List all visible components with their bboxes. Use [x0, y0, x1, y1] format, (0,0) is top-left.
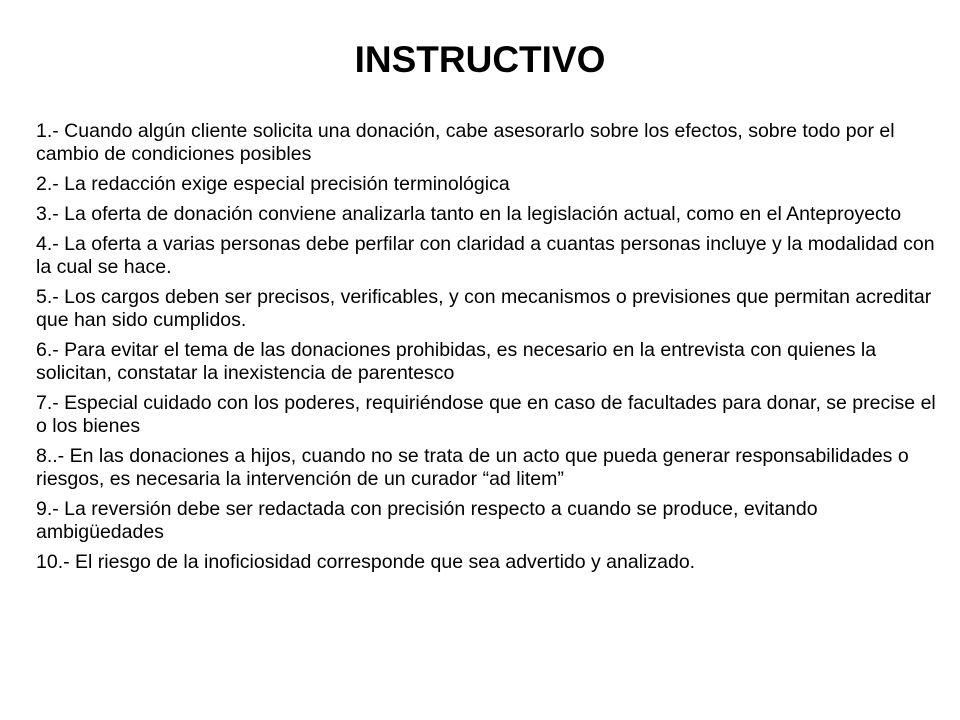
instruction-item-5: 5.- Los cargos deben ser precisos, verificables, y con mecanismos o previsiones que permitan acreditar que han sido cumplidos.: [36, 286, 932, 331]
slide-title: INSTRUCTIVO: [354, 39, 606, 80]
instruction-item-2: 2.- La redacción exige especial precisión terminológica: [36, 173, 510, 195]
instruction-item-9: 9.- La reversión debe ser redactada con precisión respecto a cuando se produce, evitando ambigüedades: [36, 498, 818, 543]
instruction-item-8: 8..- En las donaciones a hijos, cuando no se trata de un acto que pueda generar responsabilidades o riesgos, es necesaria la intervención de un curador “ad litem”: [36, 445, 909, 490]
instruction-item-3: 3.- La oferta de donación conviene analizarla tanto en la legislación actual, como en el Anteproyecto: [36, 203, 902, 225]
instruction-item-6: 6.- Para evitar el tema de las donaciones prohibidas, es necesario en la entrevista con quienes la solicitan, constatar la inexistencia de parentesco: [36, 339, 877, 384]
instruction-list: [36, 120, 936, 581]
instruction-item-4: 4.- La oferta a varias personas debe perfilar con claridad a cuantas personas incluye y la modalidad con la cual se hace.: [36, 233, 935, 278]
instruction-item-10: 10.- El riesgo de la inoficiosidad corresponde que sea advertido y analizado.: [36, 551, 696, 573]
instruction-item-1: 1.- Cuando algún cliente solicita una donación, cabe asesorarlo sobre los efectos, sobre todo por el cambio de condiciones posibles: [36, 120, 895, 165]
instruction-item-7: 7.- Especial cuidado con los poderes, requiriéndose que en caso de facultades para donar, se precise el o los bienes: [36, 392, 936, 437]
